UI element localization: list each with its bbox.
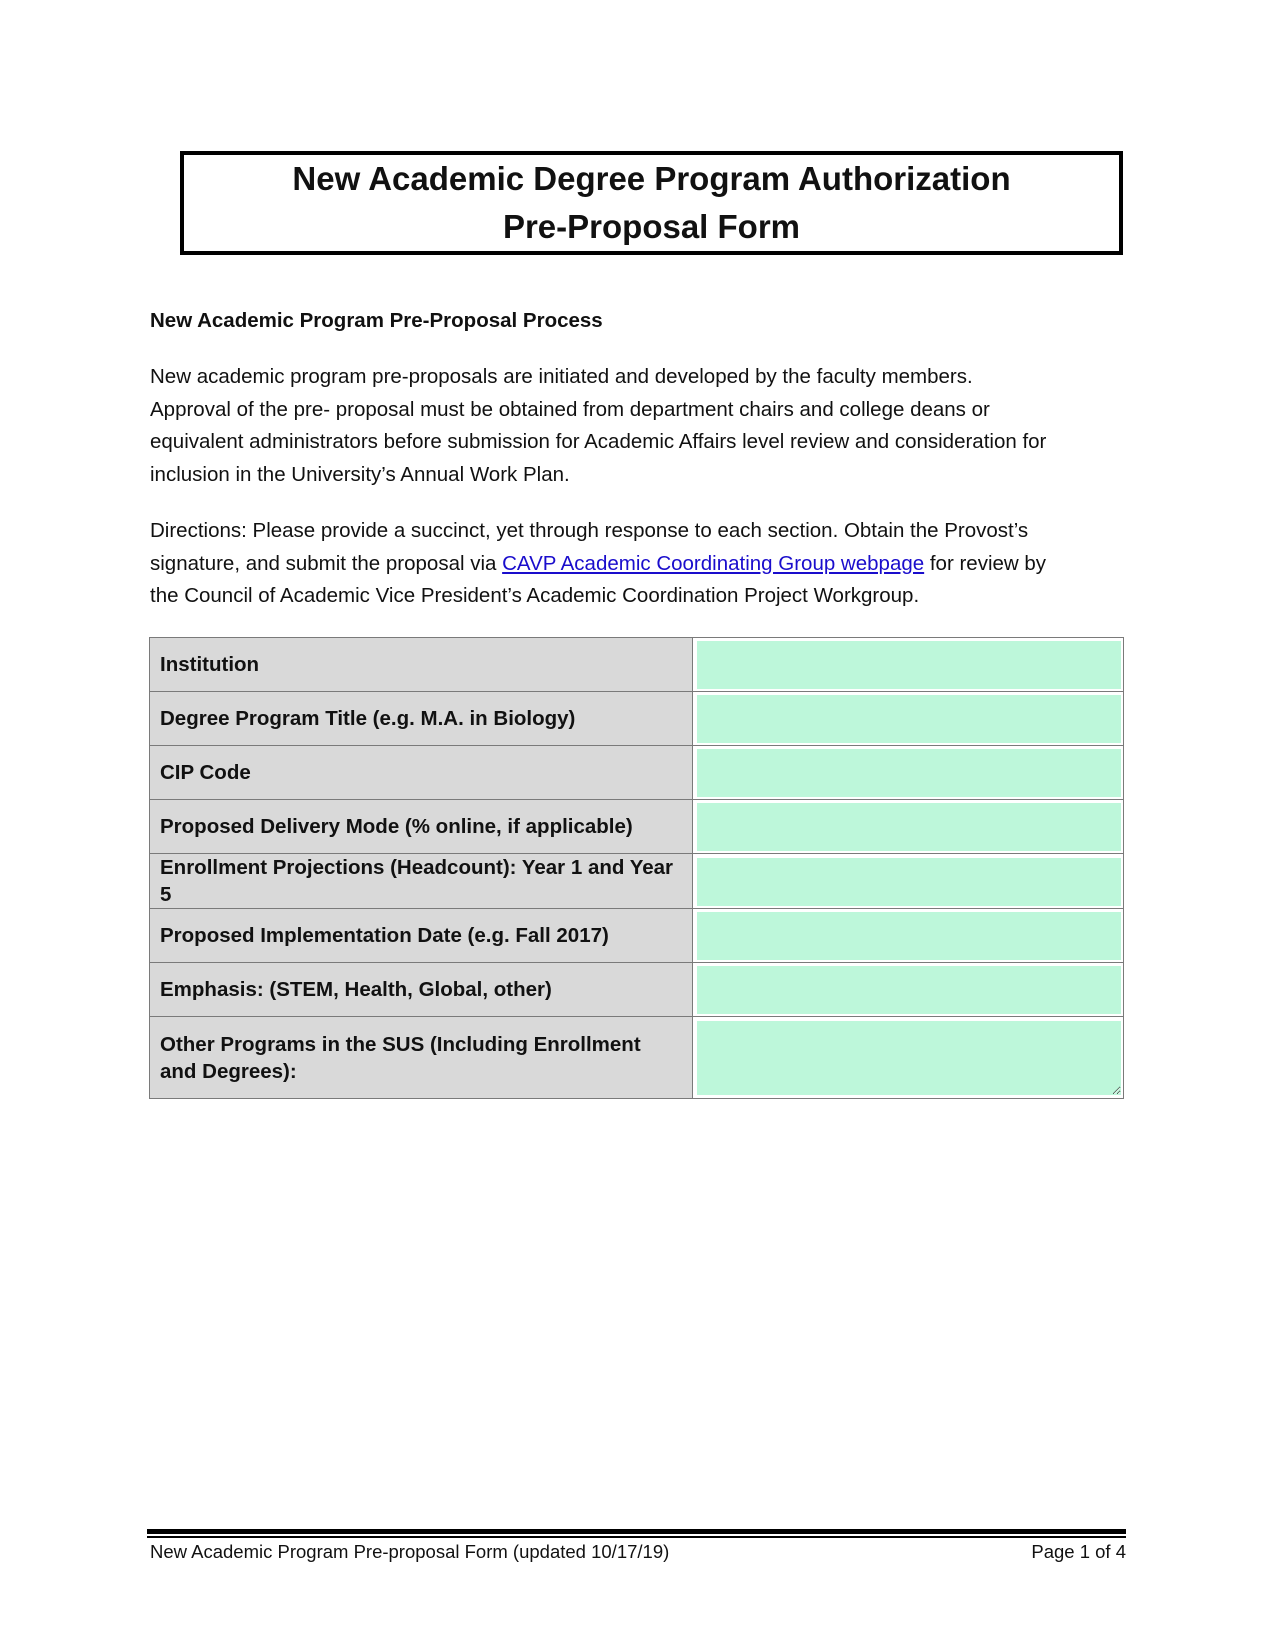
other-programs-cell xyxy=(693,1017,1124,1099)
form-title-line-1: New Academic Degree Program Authorization xyxy=(292,160,1011,197)
footer-form-info: New Academic Program Pre-proposal Form (updated 10/17/19) xyxy=(150,1541,670,1562)
intro-line: Approval of the pre- proposal must be obtained from department chairs and college deans or xyxy=(150,397,990,421)
form-row-delivery-mode xyxy=(150,800,1124,854)
directions-line-3: the Council of Academic Vice President’s Academic Coordination Project Workgroup. xyxy=(150,584,920,607)
institution-cell xyxy=(693,638,1124,692)
pre-proposal-form-table xyxy=(149,637,1124,1099)
cip-code-label: CIP Code xyxy=(150,746,693,800)
degree-program-title-cell xyxy=(693,692,1124,746)
degree-program-title-field[interactable] xyxy=(697,695,1121,743)
intro-line: New academic program pre-proposals are initiated and developed by the faculty members. xyxy=(150,365,973,388)
enrollment-projections-field[interactable] xyxy=(697,858,1121,906)
intro-line: inclusion in the University’s Annual Work Plan. xyxy=(150,462,570,486)
form-row-emphasis xyxy=(150,963,1124,1017)
degree-program-title-label: Degree Program Title (e.g. M.A. in Biology) xyxy=(150,692,693,746)
form-row-implementation-date xyxy=(150,909,1124,963)
institution-label: Institution xyxy=(150,638,693,692)
directions-paragraph xyxy=(150,515,1110,613)
footer-page-number: Page 1 of 4 xyxy=(1031,1541,1126,1562)
form-row-institution xyxy=(150,638,1124,692)
emphasis-label: Emphasis: (STEM, Health, Global, other) xyxy=(150,963,693,1017)
other-programs-label: Other Programs in the SUS (Including Enrollment and Degrees): xyxy=(150,1017,693,1099)
cip-code-field[interactable] xyxy=(697,749,1121,797)
implementation-date-field[interactable] xyxy=(697,912,1121,960)
delivery-mode-label: Proposed Delivery Mode (% online, if applicable) xyxy=(150,800,693,854)
cip-code-cell xyxy=(693,746,1124,800)
form-row-other-programs xyxy=(150,1017,1124,1099)
delivery-mode-field[interactable] xyxy=(697,803,1121,851)
directions-line-1: Directions: Please provide a succinct, yet through response to each section. Obtain the Provost’s xyxy=(150,519,1029,542)
intro-line: equivalent administrators before submission for Academic Affairs level review and consideration for xyxy=(150,430,1047,453)
form-row-degree-title xyxy=(150,692,1124,746)
enrollment-projections-cell xyxy=(693,854,1124,909)
form-row-cip-code xyxy=(150,746,1124,800)
directions-line-2-after: for review by xyxy=(924,551,1047,575)
footer-divider-thin xyxy=(147,1536,1126,1538)
delivery-mode-cell xyxy=(693,800,1124,854)
emphasis-field[interactable] xyxy=(697,966,1121,1014)
directions-line-2 xyxy=(150,548,1110,581)
section-heading: New Academic Program Pre-Proposal Process xyxy=(150,309,603,332)
emphasis-cell xyxy=(693,963,1124,1017)
directions-line-2-before: signature, and submit the proposal via xyxy=(150,551,503,575)
footer-divider-thick xyxy=(147,1529,1126,1534)
cavp-webpage-link[interactable]: CAVP Academic Coordinating Group webpage xyxy=(502,551,925,575)
implementation-date-label: Proposed Implementation Date (e.g. Fall 2017) xyxy=(150,909,693,963)
other-programs-field[interactable] xyxy=(697,1021,1121,1095)
form-title-box xyxy=(180,151,1123,255)
implementation-date-cell xyxy=(693,909,1124,963)
intro-paragraph xyxy=(150,361,1110,491)
form-title-line-2: Pre-Proposal Form xyxy=(502,208,801,245)
form-row-enrollment xyxy=(150,854,1124,909)
institution-field[interactable] xyxy=(697,641,1121,689)
enrollment-projections-label: Enrollment Projections (Headcount): Year 1 and Year 5 xyxy=(150,854,693,909)
